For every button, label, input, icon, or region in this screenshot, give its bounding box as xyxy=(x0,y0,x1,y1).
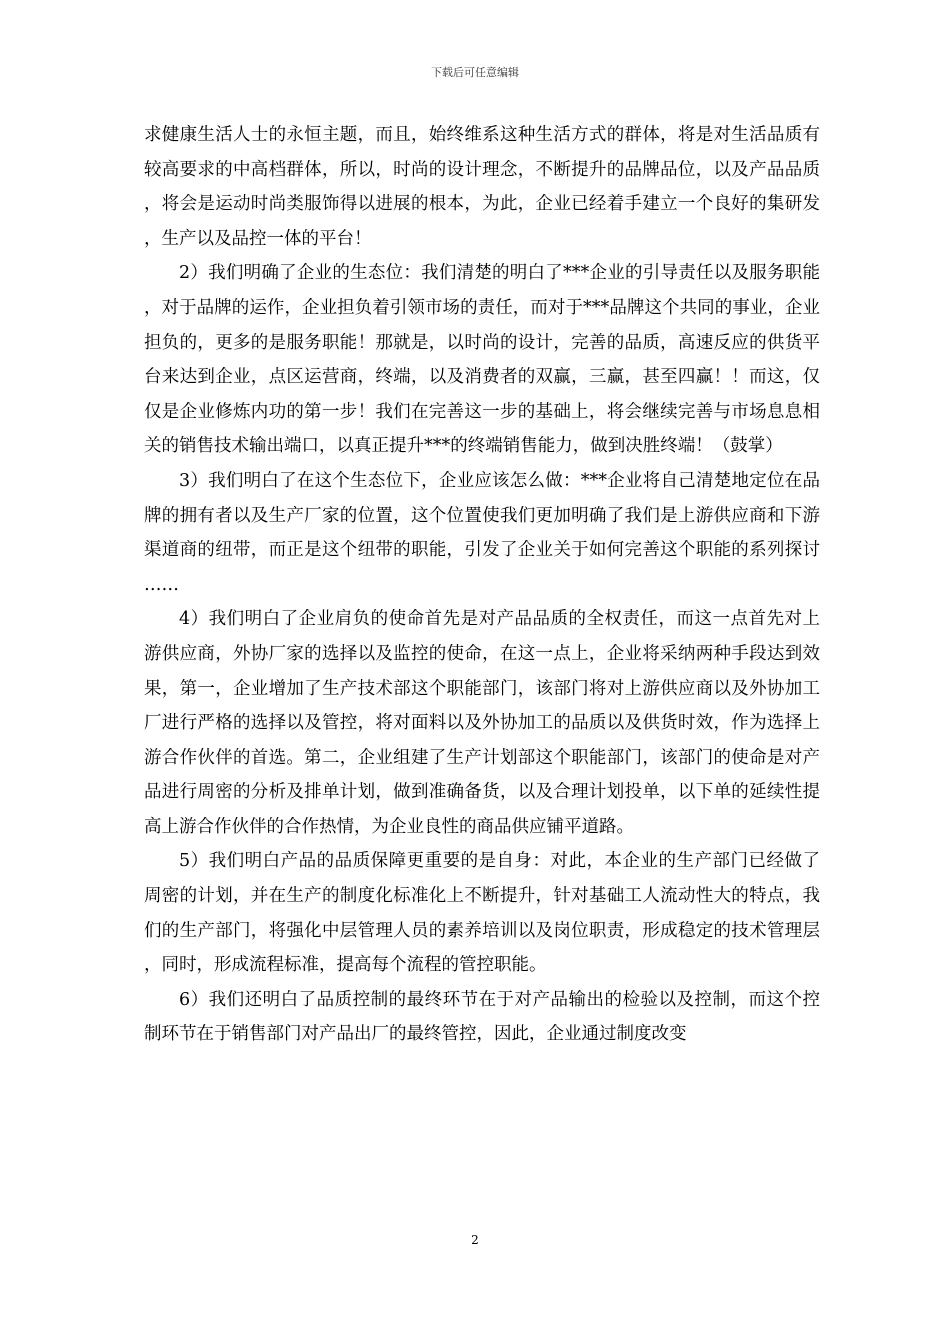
paragraph-item-3: 3）我们明白了在这个生态位下，企业应该怎么做：***企业将自己清楚地定位在品牌的拥有者以及生产厂家的位置，这个位置使我们更加明确了我们是上游供应商和下游渠道商的纽带，而正是这个纽带的职能，引发了企业关于如何完善这个职能的系列探讨…… xyxy=(144,470,820,595)
paragraph-item-4: 4）我们明白了企业肩负的使命首先是对产品品质的全权责任，而这一点首先对上游供应商，外协厂家的选择以及监控的使命，在这一点上，企业将采纳两种手段达到效果，第一，企业增加了生产技术部这个职能部门，该部门将对上游供应商以及外协加工厂进行严格的选择以及管控，将对面料以及外协加工的品质以及供货时效，作为选择上游合作伙伴的首选。第二，企业组建了生产计划部这个职能部门，该部门的使命是对产品进行周密的分析及排单计划，做到准确备货，以及合理计划投单，以下单的延续性提高上游合作伙伴的合作热情，为企业良性的商品供应铺平道路。 xyxy=(144,609,820,837)
paragraph-continuation: 求健康生活人士的永恒主题，而且，始终维系这种生活方式的群体，将是对生活品质有较高要求的中高档群体，所以，时尚的设计理念，不断提升的品牌品位，以及产品品质，将会是运动时尚类服饰得以进展的根本，为此，企业已经着手建立一个良好的集研发，生产以及品控一体的平台！ xyxy=(144,125,820,249)
paragraph-item-6: 6）我们还明白了品质控制的最终环节在于对产品输出的检验以及控制，而这个控制环节在于销售部门对产品出厂的最终管控，因此，企业通过制度改变 xyxy=(144,989,820,1045)
paragraph-item-2: 2）我们明确了企业的生态位：我们清楚的明白了***企业的引导责任以及服务职能，对于品牌的运作，企业担负着引领市场的责任，而对于***品牌这个共同的事业，企业担负的，更多的是服务职能！那就是，以时尚的设计，完善的品质，高速反应的供货平台来达到企业，点区运营商，终端，以及消费者的双赢，三赢，甚至四赢！！而这，仅仅是企业修炼内功的第一步！我们在完善这一步的基础上，将会继续完善与市场息息相关的销售技术输出端口，以真正提升***的终端销售能力，做到决胜终端！（鼓掌） xyxy=(144,263,820,457)
page-number: 2 xyxy=(471,1233,479,1247)
document-body xyxy=(144,118,820,1052)
paragraph-item-5: 5）我们明白产品的品质保障更重要的是自身：对此，本企业的生产部门已经做了周密的计划，并在生产的制度化标准化上不断提升，针对基础工人流动性大的特点，我们的生产部门，将强化中层管理人员的素养培训以及岗位职责，形成稳定的技术管理层，同时，形成流程标准，提高每个流程的管控职能。 xyxy=(144,851,820,976)
page-header: 下载后可任意编辑 xyxy=(431,66,519,79)
